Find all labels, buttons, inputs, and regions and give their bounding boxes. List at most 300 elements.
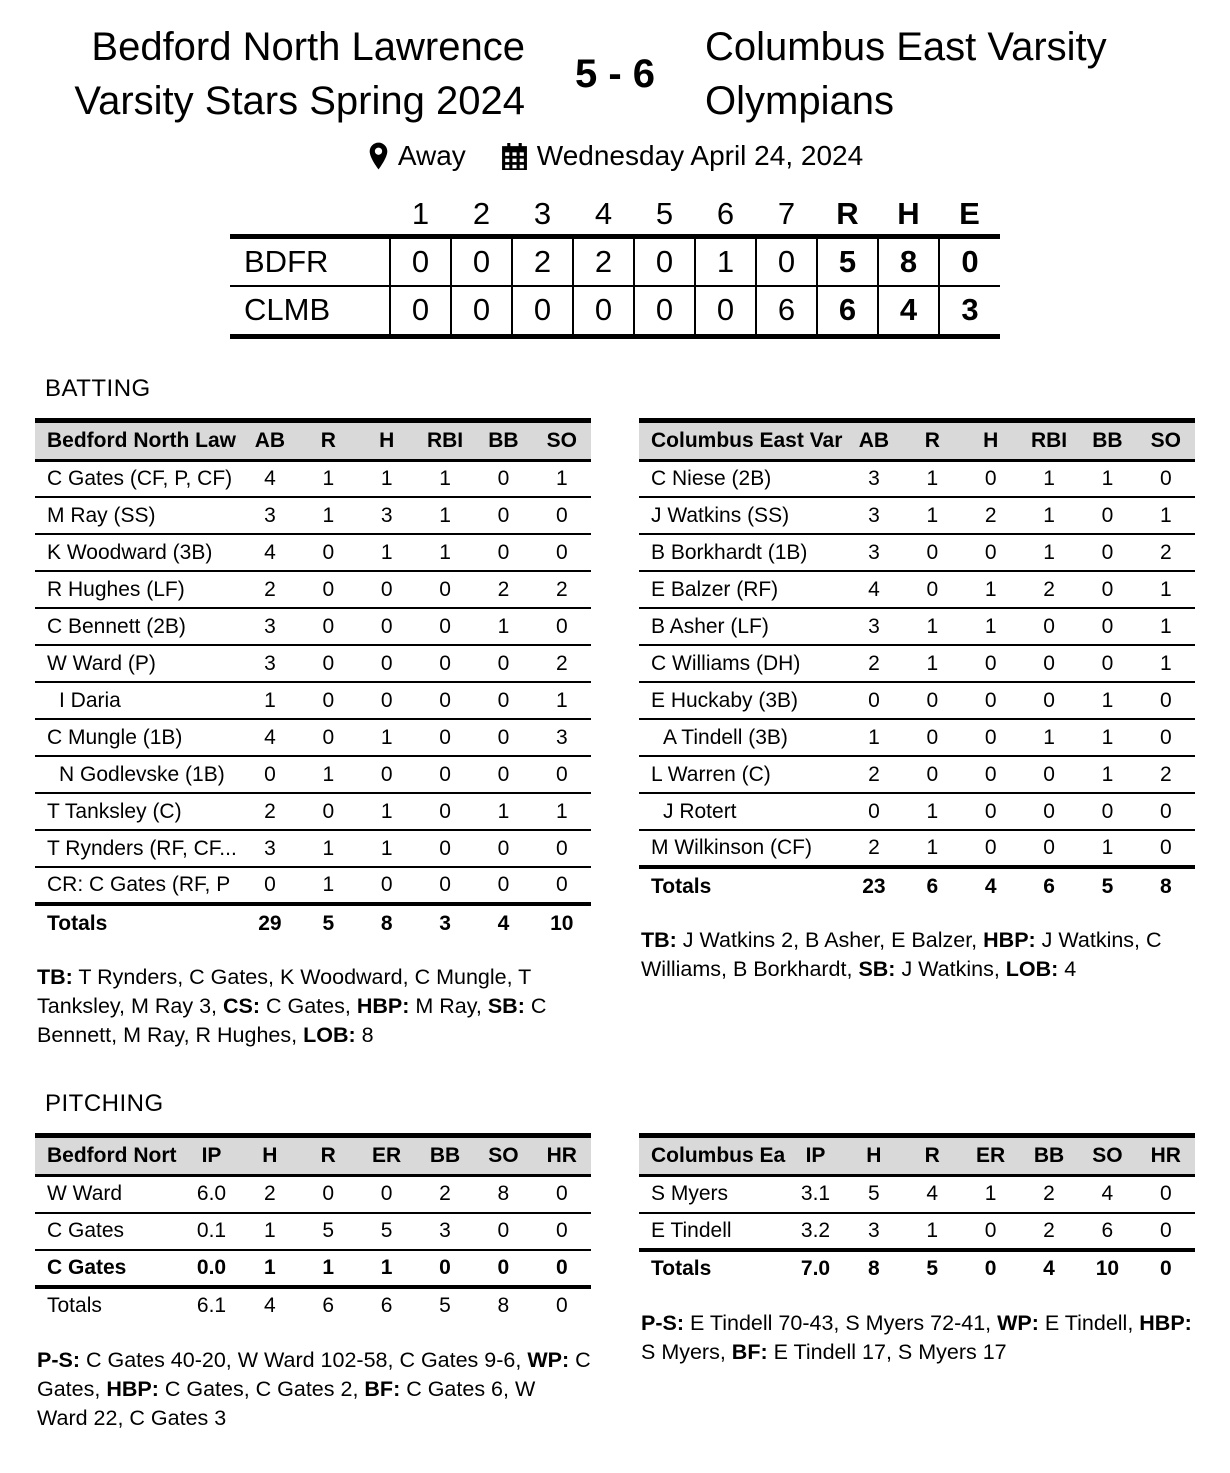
stat-cell: 1 bbox=[1078, 756, 1136, 793]
totals-row bbox=[639, 867, 1195, 904]
player-row bbox=[639, 719, 1195, 756]
stat-cell: 6.1 bbox=[182, 1287, 240, 1324]
stat-cell: 3 bbox=[845, 497, 903, 534]
stat-cell: 0.1 bbox=[182, 1213, 240, 1250]
stat-cell: 1 bbox=[1020, 460, 1078, 497]
stat-cell: 0 bbox=[533, 756, 591, 793]
stat-cell: 0 bbox=[416, 830, 474, 867]
stat-cell: 0 bbox=[241, 756, 299, 793]
stat-cell: 4 bbox=[241, 534, 299, 571]
player-row bbox=[35, 1213, 591, 1250]
team-column-header: Bedford North Law bbox=[35, 420, 241, 460]
note-label: SB: bbox=[858, 957, 896, 981]
player-row bbox=[639, 460, 1195, 497]
stat-cell: 0 bbox=[357, 608, 415, 645]
player-row bbox=[639, 830, 1195, 867]
linescore-total-cell: 8 bbox=[878, 236, 939, 286]
stat-cell: 0 bbox=[299, 719, 357, 756]
note-label: LOB: bbox=[1005, 957, 1059, 981]
stat-cell: 0 bbox=[845, 793, 903, 830]
note-label: CS: bbox=[223, 994, 261, 1018]
stat-column-header: H bbox=[961, 420, 1019, 460]
stat-cell: 7.0 bbox=[786, 1250, 844, 1287]
player-row bbox=[639, 645, 1195, 682]
stat-cell: 1 bbox=[241, 1213, 299, 1250]
player-row bbox=[35, 719, 591, 756]
stat-cell: 1 bbox=[299, 867, 357, 904]
note-label: HBP: bbox=[1139, 1310, 1192, 1335]
stat-cell: 8 bbox=[474, 1287, 532, 1324]
stat-cell: 1 bbox=[1078, 830, 1136, 867]
stat-column-header: R bbox=[299, 420, 357, 460]
stat-column-header: RBI bbox=[416, 420, 474, 460]
stat-cell: 0 bbox=[1020, 756, 1078, 793]
stat-cell: 0 bbox=[241, 867, 299, 904]
stat-cell: 0 bbox=[357, 756, 415, 793]
stat-cell: 3.2 bbox=[786, 1213, 844, 1250]
note-label: P-S: bbox=[37, 1347, 80, 1372]
home-team-name: Bedford North Lawrence Varsity Stars Spring 2024 bbox=[74, 25, 525, 123]
stat-cell: 0 bbox=[961, 719, 1019, 756]
player-row bbox=[35, 756, 591, 793]
pitching-table-home bbox=[35, 1133, 591, 1324]
stat-column-header: BB bbox=[1020, 1136, 1078, 1176]
stat-cell: 2 bbox=[533, 645, 591, 682]
stat-cell: 0.0 bbox=[182, 1250, 240, 1287]
stat-cell: 0 bbox=[533, 867, 591, 904]
stat-cell: 6 bbox=[903, 867, 961, 904]
stat-cell: 3 bbox=[845, 608, 903, 645]
player-row bbox=[35, 867, 591, 904]
totals-row bbox=[35, 1287, 591, 1324]
stat-cell: 5 bbox=[416, 1287, 474, 1324]
linescore-total-cell: 4 bbox=[878, 286, 939, 336]
linescore-column-header: 7 bbox=[756, 194, 817, 236]
stat-cell: 0 bbox=[961, 830, 1019, 867]
stat-cell: 2 bbox=[1020, 1176, 1078, 1213]
stat-cell: 0 bbox=[1137, 793, 1195, 830]
linescore-total-cell: 5 bbox=[817, 236, 878, 286]
stat-cell: 5 bbox=[845, 1176, 903, 1213]
stat-cell: 0 bbox=[845, 682, 903, 719]
player-row bbox=[639, 1176, 1195, 1213]
stat-cell: 3 bbox=[241, 830, 299, 867]
stat-cell: 1 bbox=[1020, 534, 1078, 571]
batting-section-title: BATTING bbox=[45, 374, 151, 402]
batting-notes-home: TB: T Rynders, C Gates, K Woodward, C Mungle, T Tanksley, M Ray 3, CS: C Gates, HBP: M Ray, SB: C Bennett, M Ray, R Hughes, LOB: 8 bbox=[37, 965, 547, 1047]
stat-cell: 0 bbox=[474, 830, 532, 867]
stat-cell: 0 bbox=[299, 1176, 357, 1213]
linescore-total-cell: 6 bbox=[817, 286, 878, 336]
stat-cell: 1 bbox=[241, 682, 299, 719]
stat-column-header: ER bbox=[357, 1136, 415, 1176]
stat-cell: 0 bbox=[1078, 608, 1136, 645]
player-name-cell: C Gates bbox=[35, 1213, 182, 1250]
linescore-total-cell: 3 bbox=[939, 286, 1000, 336]
stat-cell: 3 bbox=[416, 904, 474, 941]
linescore-inning-cell: 0 bbox=[634, 236, 695, 286]
linescore-column-header: 6 bbox=[695, 194, 756, 236]
stat-cell: 0 bbox=[416, 756, 474, 793]
stat-cell: 0 bbox=[533, 608, 591, 645]
player-name-cell: M Ray (SS) bbox=[35, 497, 241, 534]
stat-cell: 1 bbox=[1137, 645, 1195, 682]
stat-cell: 1 bbox=[357, 460, 415, 497]
stat-cell: 6 bbox=[357, 1287, 415, 1324]
stat-cell: 0 bbox=[1137, 460, 1195, 497]
team-column-header: Columbus Ea bbox=[639, 1136, 786, 1176]
stat-column-header: R bbox=[903, 420, 961, 460]
stat-cell: 29 bbox=[241, 904, 299, 941]
stat-cell: 5 bbox=[299, 904, 357, 941]
totals-label-cell: Totals bbox=[639, 1250, 786, 1287]
stat-cell: 8 bbox=[845, 1250, 903, 1287]
game-meta-row bbox=[35, 140, 1195, 172]
stat-cell: 6 bbox=[299, 1287, 357, 1324]
stat-cell: 0 bbox=[1020, 793, 1078, 830]
stat-cell: 1 bbox=[299, 830, 357, 867]
stat-cell: 1 bbox=[416, 497, 474, 534]
stat-cell: 1 bbox=[1078, 460, 1136, 497]
player-row bbox=[35, 645, 591, 682]
location-label: Away bbox=[397, 140, 466, 171]
player-name-cell: E Tindell bbox=[639, 1213, 786, 1250]
stat-cell: 0 bbox=[1078, 793, 1136, 830]
totals-label-cell: Totals bbox=[35, 904, 241, 941]
player-name-cell: W Ward bbox=[35, 1176, 182, 1213]
linescore-column-header: H bbox=[878, 194, 939, 236]
stat-column-header: HR bbox=[1137, 1136, 1195, 1176]
linescore-inning-cell: 0 bbox=[756, 236, 817, 286]
stat-cell: 0 bbox=[961, 682, 1019, 719]
stat-cell: 8 bbox=[1137, 867, 1195, 904]
player-row bbox=[639, 534, 1195, 571]
stat-cell: 8 bbox=[357, 904, 415, 941]
stat-cell: 2 bbox=[533, 571, 591, 608]
location-pin-icon bbox=[367, 141, 390, 171]
stat-cell: 3.1 bbox=[786, 1176, 844, 1213]
stat-cell: 0 bbox=[1137, 1250, 1195, 1287]
player-name-cell: B Asher (LF) bbox=[639, 608, 845, 645]
pitching-notes-away: P-S: E Tindell 70-43, S Myers 72-41, WP: E Tindell, HBP: S Myers, BF: E Tindell 17, S Myers 17 bbox=[641, 1310, 1192, 1364]
player-name-cell: I Daria bbox=[35, 682, 241, 719]
stat-cell: 1 bbox=[416, 534, 474, 571]
player-row bbox=[35, 534, 591, 571]
linescore-team-cell: BDFR bbox=[230, 236, 390, 286]
stat-cell: 1 bbox=[533, 682, 591, 719]
stat-cell: 0 bbox=[357, 867, 415, 904]
stat-cell: 0 bbox=[416, 719, 474, 756]
player-name-cell: W Ward (P) bbox=[35, 645, 241, 682]
scoreboard-header bbox=[35, 16, 1195, 128]
stat-column-header: HR bbox=[533, 1136, 591, 1176]
player-row bbox=[639, 497, 1195, 534]
note-label: WP: bbox=[997, 1310, 1039, 1335]
note-label: TB: bbox=[37, 965, 73, 989]
stat-cell: 2 bbox=[845, 645, 903, 682]
player-row bbox=[35, 1250, 591, 1287]
stat-cell: 2 bbox=[1137, 756, 1195, 793]
note-label: HBP: bbox=[106, 1376, 159, 1401]
stat-cell: 0 bbox=[1020, 830, 1078, 867]
pitching-notes-home: P-S: C Gates 40-20, W Ward 102-58, C Gates 9-6, WP: C Gates, HBP: C Gates, C Gates 2, BF: C Gates 6, W Ward 22, C Gates 3 bbox=[37, 1347, 591, 1430]
stat-cell: 6 bbox=[1020, 867, 1078, 904]
stat-cell: 0 bbox=[474, 719, 532, 756]
stat-cell: 1 bbox=[961, 571, 1019, 608]
batting-notes-away: TB: J Watkins 2, B Asher, E Balzer, HBP: J Watkins, C Williams, B Borkhardt, SB: J Watkins, LOB: 4 bbox=[641, 928, 1162, 981]
stat-cell: 6 bbox=[1078, 1213, 1136, 1250]
stat-cell: 0 bbox=[961, 534, 1019, 571]
stat-cell: 4 bbox=[1020, 1250, 1078, 1287]
linescore-team-row bbox=[230, 236, 1000, 286]
stat-cell: 1 bbox=[1137, 608, 1195, 645]
stat-cell: 4 bbox=[474, 904, 532, 941]
player-name-cell: C Gates bbox=[35, 1250, 182, 1287]
batting-table-away bbox=[639, 418, 1195, 905]
stat-cell: 1 bbox=[299, 756, 357, 793]
stat-cell: 1 bbox=[357, 830, 415, 867]
totals-label-cell: Totals bbox=[639, 867, 845, 904]
stat-cell: 1 bbox=[845, 719, 903, 756]
linescore-column-header: 1 bbox=[390, 194, 451, 236]
stat-cell: 0 bbox=[416, 571, 474, 608]
stat-column-header: SO bbox=[533, 420, 591, 460]
stat-cell: 0 bbox=[1020, 608, 1078, 645]
stat-cell: 10 bbox=[1078, 1250, 1136, 1287]
stat-cell: 5 bbox=[357, 1213, 415, 1250]
stat-cell: 0 bbox=[299, 534, 357, 571]
stat-cell: 0 bbox=[1078, 497, 1136, 534]
pitching-table-away bbox=[639, 1133, 1195, 1287]
stat-column-header: BB bbox=[1078, 420, 1136, 460]
stat-cell: 1 bbox=[903, 793, 961, 830]
stat-column-header: R bbox=[299, 1136, 357, 1176]
player-row bbox=[35, 460, 591, 497]
stat-cell: 1 bbox=[1020, 497, 1078, 534]
player-row bbox=[639, 608, 1195, 645]
linescore-inning-cell: 6 bbox=[756, 286, 817, 336]
player-name-cell: L Warren (C) bbox=[639, 756, 845, 793]
player-row bbox=[35, 1176, 591, 1213]
stat-cell: 2 bbox=[1020, 1213, 1078, 1250]
stat-cell: 0 bbox=[1137, 719, 1195, 756]
stat-cell: 0 bbox=[961, 756, 1019, 793]
linescore-team-cell: CLMB bbox=[230, 286, 390, 336]
linescore-header-row bbox=[230, 194, 1000, 236]
stat-cell: 1 bbox=[903, 460, 961, 497]
pitching-tables-grid bbox=[35, 1133, 1195, 1433]
stat-cell: 0 bbox=[903, 571, 961, 608]
stat-cell: 0 bbox=[299, 645, 357, 682]
stat-cell: 1 bbox=[961, 608, 1019, 645]
stat-column-header: ER bbox=[961, 1136, 1019, 1176]
stat-cell: 2 bbox=[1137, 534, 1195, 571]
linescore-inning-cell: 1 bbox=[695, 236, 756, 286]
stat-cell: 0 bbox=[533, 830, 591, 867]
note-label: P-S: bbox=[641, 1310, 684, 1335]
pitching-away-column bbox=[639, 1133, 1195, 1367]
linescore-inning-cell: 2 bbox=[512, 236, 573, 286]
stat-cell: 0 bbox=[903, 719, 961, 756]
note-label: LOB: bbox=[303, 1023, 356, 1047]
stat-column-header: RBI bbox=[1020, 420, 1078, 460]
stat-cell: 3 bbox=[845, 534, 903, 571]
team-column-header: Columbus East Var bbox=[639, 420, 845, 460]
stat-cell: 2 bbox=[241, 571, 299, 608]
stat-cell: 0 bbox=[474, 460, 532, 497]
player-name-cell: C Mungle (1B) bbox=[35, 719, 241, 756]
stat-cell: 0 bbox=[299, 682, 357, 719]
stat-cell: 1 bbox=[241, 1250, 299, 1287]
stat-cell: 3 bbox=[845, 1213, 903, 1250]
stat-header-row bbox=[35, 1136, 591, 1176]
stat-column-header: H bbox=[357, 420, 415, 460]
note-label: SB: bbox=[487, 994, 525, 1018]
stat-cell: 0 bbox=[357, 645, 415, 682]
stat-cell: 0 bbox=[299, 608, 357, 645]
player-row bbox=[35, 830, 591, 867]
stat-cell: 3 bbox=[241, 645, 299, 682]
linescore-inning-cell: 0 bbox=[512, 286, 573, 336]
linescore-inning-cell: 0 bbox=[573, 286, 634, 336]
linescore-column-header: 4 bbox=[573, 194, 634, 236]
stat-column-header: AB bbox=[845, 420, 903, 460]
player-row bbox=[639, 793, 1195, 830]
batting-home-column bbox=[35, 418, 591, 1051]
stat-cell: 0 bbox=[903, 682, 961, 719]
stat-column-header: IP bbox=[182, 1136, 240, 1176]
linescore-wrap bbox=[35, 194, 1195, 339]
stat-cell: 1 bbox=[903, 1213, 961, 1250]
linescore-inning-cell: 0 bbox=[451, 236, 512, 286]
stat-cell: 0 bbox=[299, 793, 357, 830]
stat-cell: 0 bbox=[416, 793, 474, 830]
stat-column-header: BB bbox=[416, 1136, 474, 1176]
player-name-cell: E Huckaby (3B) bbox=[639, 682, 845, 719]
player-name-cell: C Williams (DH) bbox=[639, 645, 845, 682]
stat-cell: 0 bbox=[416, 1250, 474, 1287]
stat-cell: 4 bbox=[903, 1176, 961, 1213]
totals-label-cell: Totals bbox=[35, 1287, 182, 1324]
stat-column-header: SO bbox=[1137, 420, 1195, 460]
stat-cell: 0 bbox=[474, 1213, 532, 1250]
note-label: HBP: bbox=[356, 994, 410, 1018]
stat-cell: 1 bbox=[299, 1250, 357, 1287]
stat-cell: 1 bbox=[903, 645, 961, 682]
stat-cell: 1 bbox=[903, 497, 961, 534]
player-name-cell: T Tanksley (C) bbox=[35, 793, 241, 830]
stat-cell: 2 bbox=[961, 497, 1019, 534]
stat-cell: 1 bbox=[474, 608, 532, 645]
player-name-cell: CR: C Gates (RF, P bbox=[35, 867, 241, 904]
stat-cell: 0 bbox=[533, 1287, 591, 1324]
player-row bbox=[639, 1213, 1195, 1250]
player-name-cell: M Wilkinson (CF) bbox=[639, 830, 845, 867]
stat-cell: 3 bbox=[533, 719, 591, 756]
stat-cell: 1 bbox=[1137, 571, 1195, 608]
stat-cell: 2 bbox=[845, 756, 903, 793]
stat-cell: 1 bbox=[357, 1250, 415, 1287]
linescore-inning-cell: 0 bbox=[634, 286, 695, 336]
stat-cell: 3 bbox=[241, 608, 299, 645]
stat-cell: 2 bbox=[845, 830, 903, 867]
stat-cell: 2 bbox=[241, 1176, 299, 1213]
stat-cell: 0 bbox=[961, 645, 1019, 682]
player-row bbox=[639, 682, 1195, 719]
player-name-cell: N Godlevske (1B) bbox=[35, 756, 241, 793]
linescore-column-header: E bbox=[939, 194, 1000, 236]
note-label: WP: bbox=[527, 1347, 570, 1372]
pitching-section-title: PITCHING bbox=[45, 1090, 164, 1117]
location-item bbox=[367, 140, 466, 172]
linescore-column-header: R bbox=[817, 194, 878, 236]
stat-cell: 5 bbox=[1078, 867, 1136, 904]
stat-cell: 4 bbox=[241, 719, 299, 756]
player-name-cell: C Bennett (2B) bbox=[35, 608, 241, 645]
stat-cell: 0 bbox=[416, 608, 474, 645]
stat-cell: 1 bbox=[357, 534, 415, 571]
stat-cell: 1 bbox=[474, 793, 532, 830]
totals-row bbox=[35, 904, 591, 941]
stat-header-row bbox=[639, 1136, 1195, 1176]
stat-cell: 4 bbox=[845, 571, 903, 608]
calendar-icon bbox=[500, 142, 529, 171]
stat-cell: 0 bbox=[416, 867, 474, 904]
stat-cell: 6.0 bbox=[182, 1176, 240, 1213]
stat-cell: 4 bbox=[241, 1287, 299, 1324]
note-label: BF: bbox=[364, 1376, 401, 1401]
stat-cell: 0 bbox=[1137, 830, 1195, 867]
player-name-cell: T Rynders (RF, CF... bbox=[35, 830, 241, 867]
stat-cell: 3 bbox=[241, 497, 299, 534]
player-row bbox=[35, 682, 591, 719]
linescore-corner-cell bbox=[230, 194, 390, 236]
stat-header-row bbox=[639, 420, 1195, 460]
linescore-column-header: 3 bbox=[512, 194, 573, 236]
linescore-column-header: 2 bbox=[451, 194, 512, 236]
stat-cell: 0 bbox=[416, 682, 474, 719]
stat-cell: 0 bbox=[357, 571, 415, 608]
stat-cell: 0 bbox=[474, 867, 532, 904]
stat-cell: 1 bbox=[357, 793, 415, 830]
stat-cell: 1 bbox=[299, 460, 357, 497]
stat-cell: 0 bbox=[474, 497, 532, 534]
stat-cell: 8 bbox=[474, 1176, 532, 1213]
date-item bbox=[500, 140, 863, 172]
stat-column-header: AB bbox=[241, 420, 299, 460]
stat-column-header: SO bbox=[474, 1136, 532, 1176]
stat-cell: 0 bbox=[961, 1213, 1019, 1250]
linescore-total-cell: 0 bbox=[939, 236, 1000, 286]
stat-cell: 3 bbox=[357, 497, 415, 534]
note-label: BF: bbox=[731, 1339, 768, 1364]
stat-cell: 0 bbox=[416, 645, 474, 682]
stat-cell: 0 bbox=[961, 1250, 1019, 1287]
player-name-cell: C Niese (2B) bbox=[639, 460, 845, 497]
totals-row bbox=[639, 1250, 1195, 1287]
linescore-team-row bbox=[230, 286, 1000, 336]
stat-cell: 23 bbox=[845, 867, 903, 904]
stat-cell: 0 bbox=[474, 682, 532, 719]
player-name-cell: A Tindell (3B) bbox=[639, 719, 845, 756]
player-name-cell: K Woodward (3B) bbox=[35, 534, 241, 571]
team-column-header: Bedford Nort bbox=[35, 1136, 182, 1176]
batting-tables-grid bbox=[35, 418, 1195, 1051]
stat-cell: 1 bbox=[961, 1176, 1019, 1213]
away-team-name: Columbus East Varsity Olympians bbox=[705, 25, 1107, 123]
player-row bbox=[639, 571, 1195, 608]
stat-cell: 0 bbox=[357, 682, 415, 719]
